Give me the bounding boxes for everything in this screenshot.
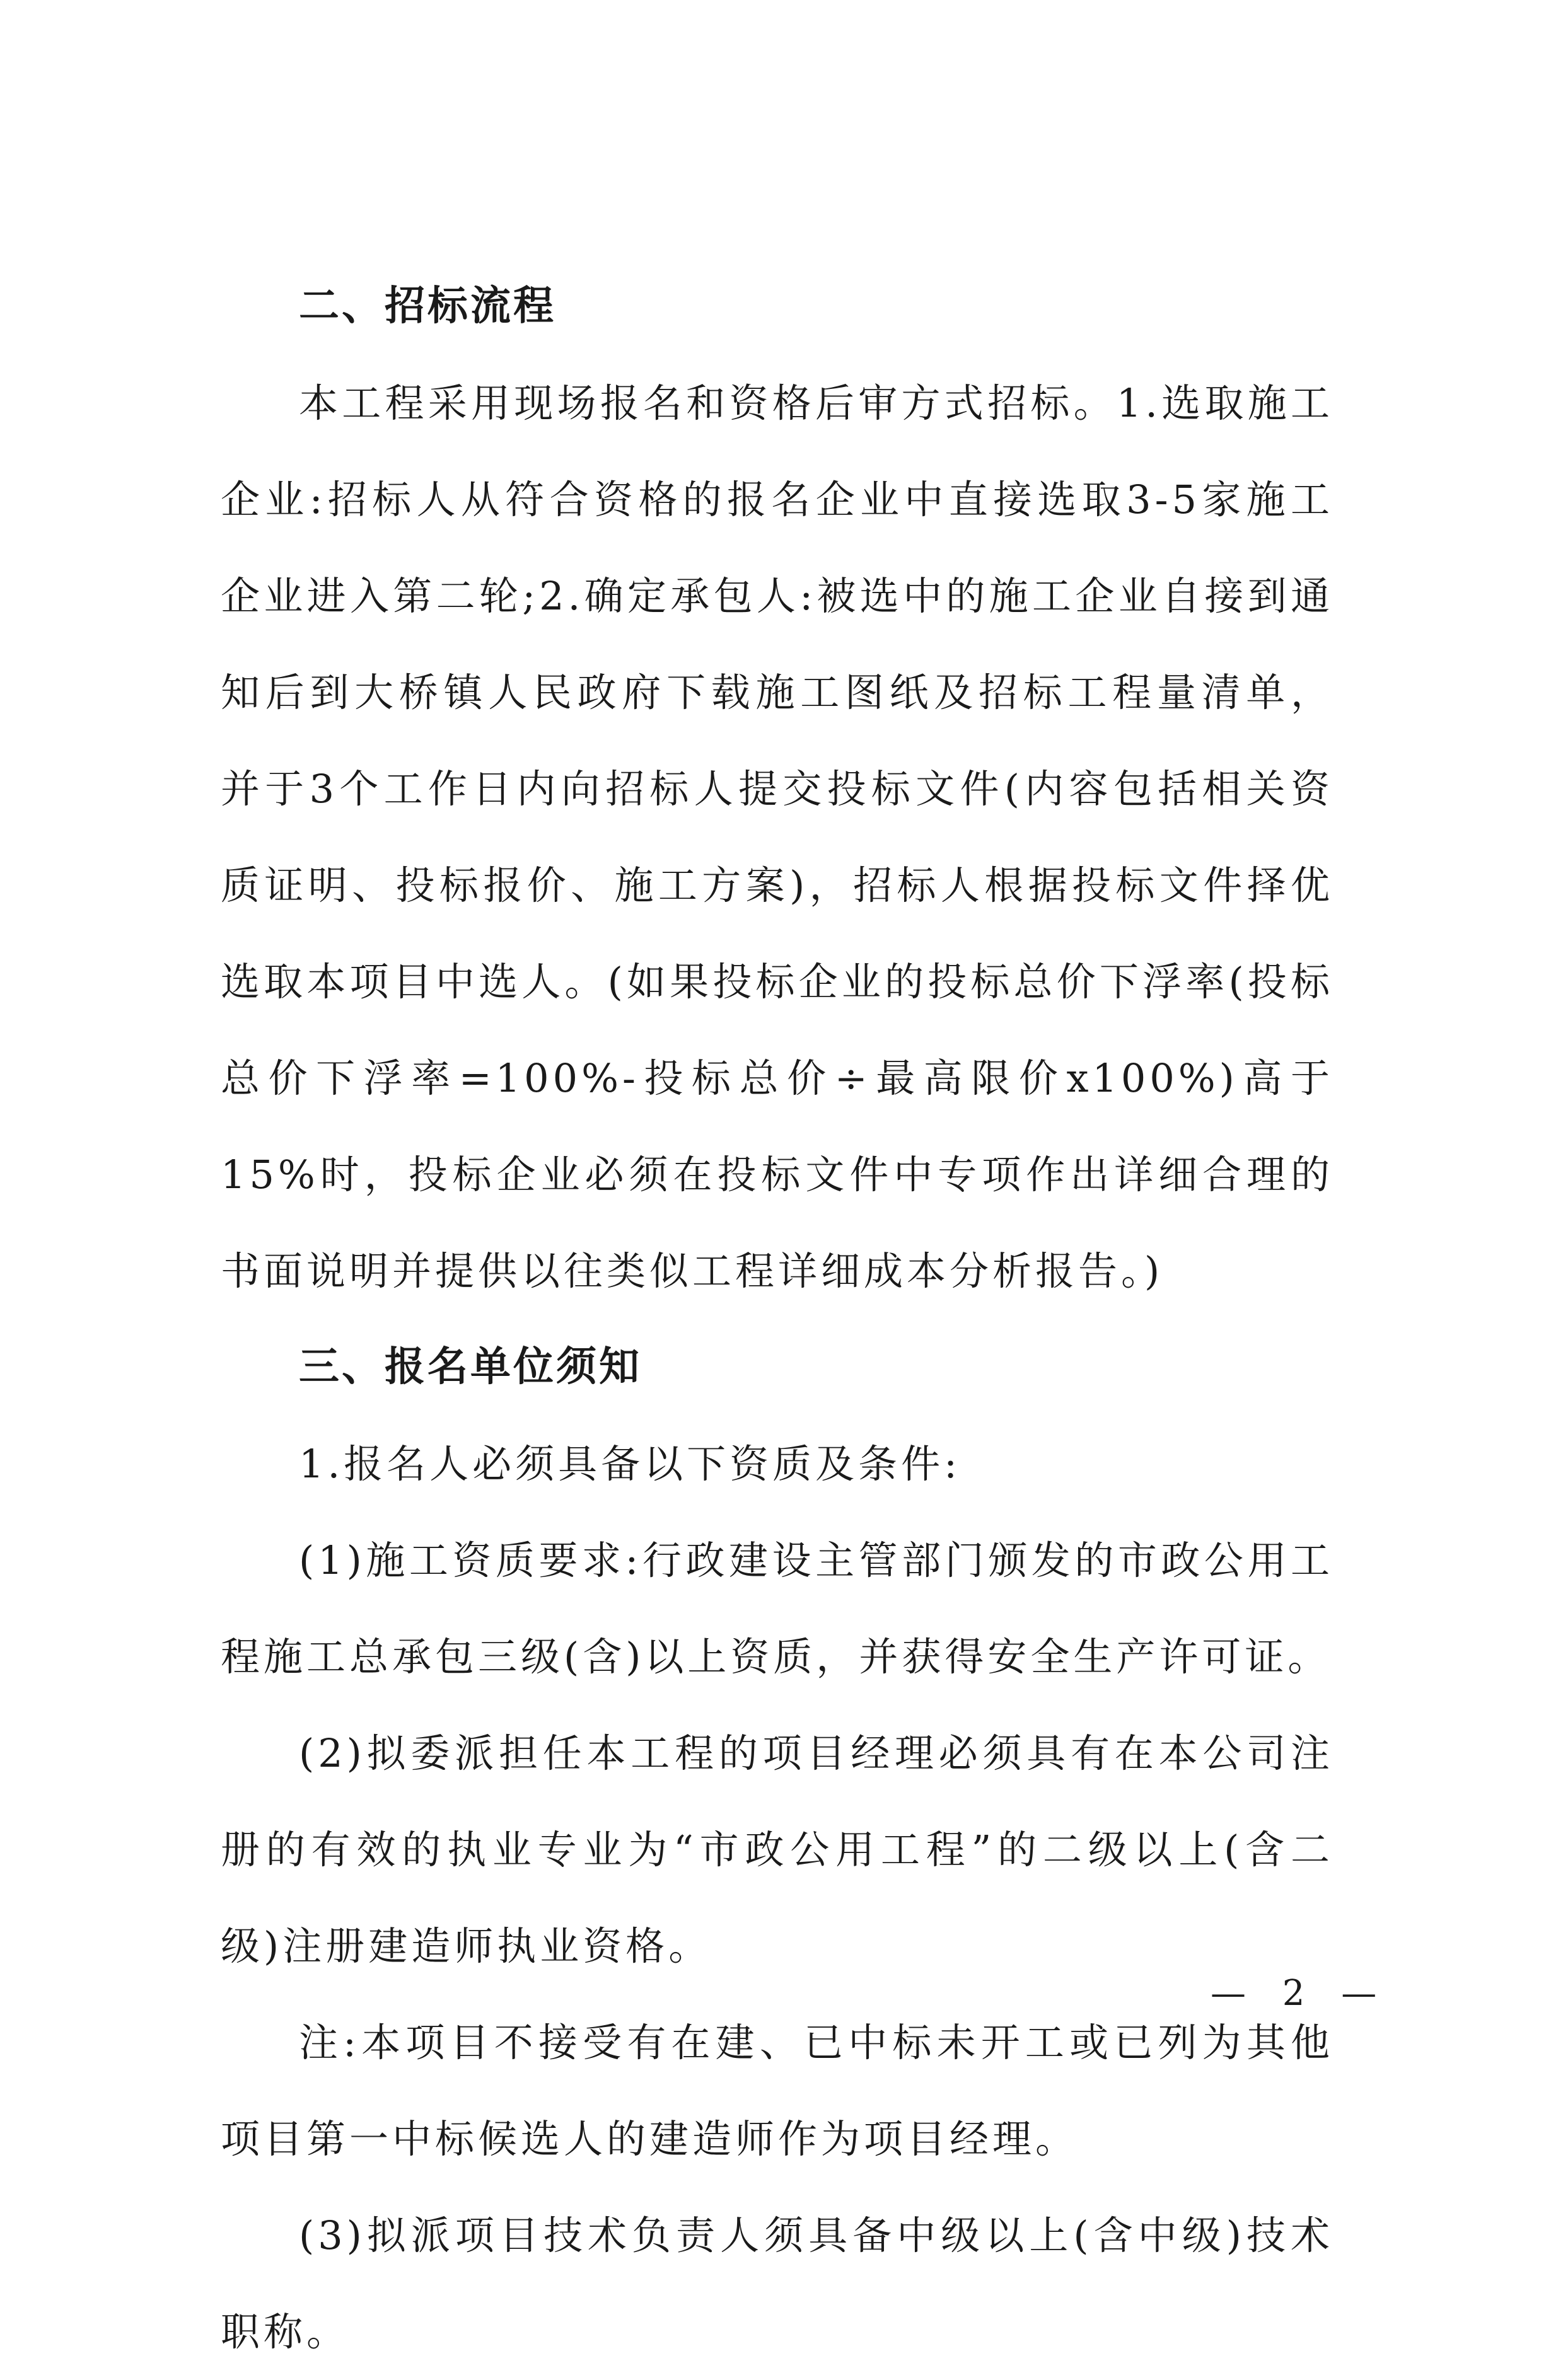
section-heading-bidding-process: 二、招标流程 [299, 283, 556, 330]
paragraph-note: 注:本项目不接受有在建、已中标未开工或已列为其他项目第一中标候选人的建造师作为项目经理。 [221, 2019, 1333, 2162]
paragraph-qualification-requirement: (1)施工资质要求:行政建设主管部门颁发的市政公用工程施工总承包三级(含)以上资质，并获得安全生产许可证。 [221, 1537, 1333, 1680]
document-body [221, 258, 1333, 2380]
page-number: — 2 — [1211, 1973, 1390, 2014]
paragraph-technical-lead-requirement: (3)拟派项目技术负责人须具备中级以上(含中级)技术职称。 [221, 2212, 1333, 2355]
paragraph-bidding-process: 本工程采用现场报名和资格后审方式招标。1.选取施工企业:招标人从符合资格的报名企业中直接选取3-5家施工企业进入第二轮;2.确定承包人:被选中的施工企业自接到通知后到大桥镇人民政府下载施工图纸及招标工程量清单，并于3个工作日内向招标人提交投标文件(内容包括相关资质证明、投标报价、施工方案)，招标人根据投标文件择优选取本项目中选人。(如果投标企业的投标总价下浮率(投标总价下浮率=100%-投标总价÷最高限价x100%)高于15%时，投标企业必须在投标文件中专项作出详细合理的书面说明并提供以往类似工程详细成本分析报告。) [221, 380, 1333, 1294]
paragraph-project-manager-requirement: (2)拟委派担任本工程的项目经理必须具有在本公司注册的有效的执业专业为“市政公用工程”的二级以上(含二级)注册建造师执业资格。 [221, 1730, 1333, 1969]
paragraph-requirements-intro: 1.报名人必须具备以下资质及条件: [299, 1441, 962, 1487]
section-heading-registrant-notice: 三、报名单位须知 [299, 1344, 642, 1390]
